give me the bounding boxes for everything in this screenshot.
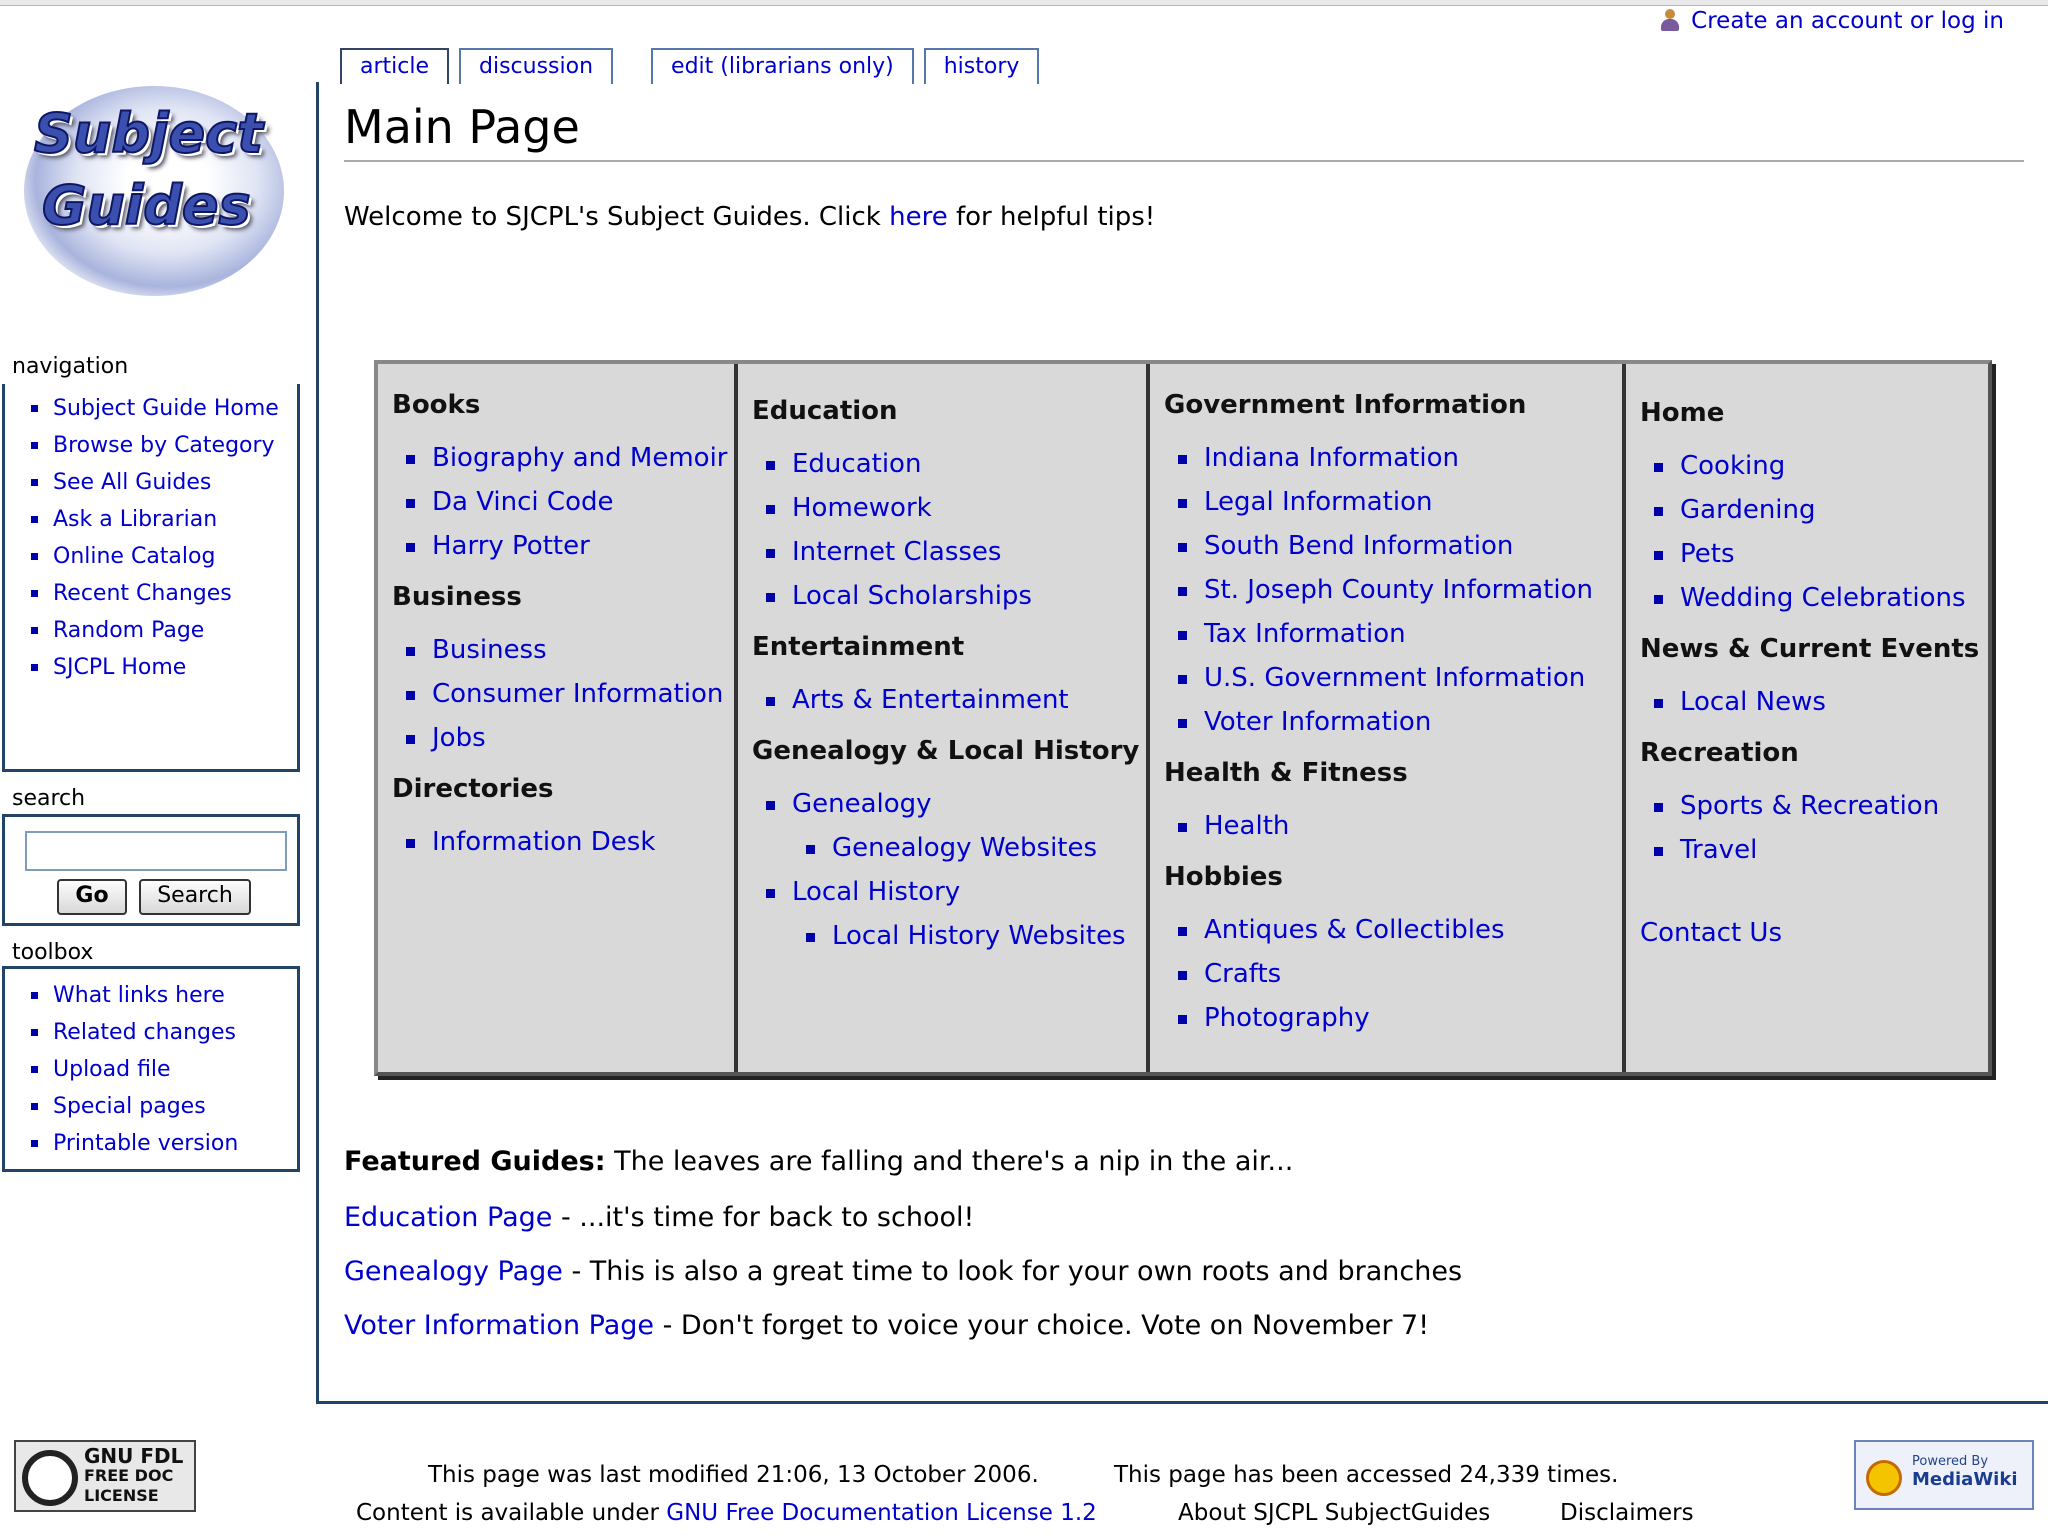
welcome-text — [344, 202, 1155, 232]
link-da-vinci-code[interactable]: Da Vinci Code — [404, 480, 734, 524]
create-account-link[interactable]: Create an account or log in — [1691, 8, 2004, 34]
toolbox-title: toolbox — [12, 940, 94, 965]
featured-line-2 — [344, 1256, 1462, 1287]
toolbox-related-changes[interactable]: Related changes — [27, 1014, 297, 1051]
link-local-history-websites[interactable]: Local History Websites — [804, 914, 1146, 958]
nav-item-random-page[interactable]: Random Page — [27, 612, 297, 649]
nav-item-browse-by-category[interactable]: Browse by Category — [27, 427, 297, 464]
navigation-title: navigation — [12, 354, 129, 379]
search-portlet — [2, 814, 300, 926]
toolbox-printable-version[interactable]: Printable version — [27, 1125, 297, 1162]
featured-line-2-text: - This is also a great time to look for your own roots and branches — [562, 1256, 1463, 1287]
link-tax-information[interactable]: Tax Information — [1176, 612, 1622, 656]
contact-us-link[interactable]: Contact Us — [1640, 918, 1782, 948]
disclaimers-link[interactable]: Disclaimers — [1560, 1500, 1694, 1526]
gnu-fdl-badge[interactable] — [14, 1440, 196, 1512]
voter-information-page-link[interactable]: Voter Information Page — [344, 1310, 655, 1341]
welcome-post: for helpful tips! — [947, 202, 1156, 232]
toolbox-upload-file[interactable]: Upload file — [27, 1051, 297, 1088]
link-health[interactable]: Health — [1176, 804, 1622, 848]
link-biography-and-memoir[interactable]: Biography and Memoir — [404, 436, 734, 480]
link-gardening[interactable]: Gardening — [1652, 488, 1988, 532]
search-input[interactable] — [25, 831, 287, 871]
featured-line-1 — [344, 1202, 974, 1233]
footer-access-count: This page has been accessed 24,339 times. — [1114, 1462, 1619, 1488]
featured-intro — [344, 1146, 1293, 1177]
mediawiki-badge-text: Powered By MediaWiki — [1912, 1454, 2018, 1490]
link-antiques-and-collectibles[interactable]: Antiques & Collectibles — [1176, 908, 1622, 952]
link-south-bend-information[interactable]: South Bend Information — [1176, 524, 1622, 568]
about-link[interactable]: About SJCPL SubjectGuides — [1178, 1500, 1491, 1526]
link-crafts[interactable]: Crafts — [1176, 952, 1622, 996]
heading-home: Home — [1640, 398, 1725, 428]
link-us-government-information[interactable]: U.S. Government Information — [1176, 656, 1622, 700]
gnu-badge-text: GNU FDL FREE DOC LICENSE — [84, 1444, 184, 1505]
link-st-joseph-county-information[interactable]: St. Joseph County Information — [1176, 568, 1622, 612]
category-column-2 — [738, 364, 1150, 1072]
link-arts-and-entertainment[interactable]: Arts & Entertainment — [764, 678, 1146, 722]
link-voter-information[interactable]: Voter Information — [1176, 700, 1622, 744]
link-photography[interactable]: Photography — [1176, 996, 1622, 1040]
category-column-1 — [378, 364, 738, 1072]
gnu-copyleft-icon — [22, 1450, 78, 1506]
link-genealogy-websites[interactable]: Genealogy Websites — [804, 826, 1146, 870]
heading-news: News & Current Events — [1640, 634, 1980, 664]
heading-government: Government Information — [1164, 390, 1527, 420]
nav-item-online-catalog[interactable]: Online Catalog — [27, 538, 297, 575]
featured-label: Featured Guides: — [344, 1146, 606, 1177]
link-genealogy[interactable]: Genealogy — [764, 782, 1146, 826]
nav-item-recent-changes[interactable]: Recent Changes — [27, 575, 297, 612]
heading-entertainment: Entertainment — [752, 632, 965, 662]
logo-word-2: Guides — [42, 174, 251, 237]
search-title: search — [12, 786, 86, 811]
gfdl-license-link[interactable]: GNU Free Documentation License 1.2 — [666, 1500, 1097, 1526]
category-column-3 — [1150, 364, 1626, 1072]
nav-item-ask-a-librarian[interactable]: Ask a Librarian — [27, 501, 297, 538]
tab-edit[interactable]: edit (librarians only) — [651, 48, 914, 84]
education-page-link[interactable]: Education Page — [344, 1202, 553, 1233]
footer-license-line — [356, 1500, 1097, 1526]
link-harry-potter[interactable]: Harry Potter — [404, 524, 734, 568]
go-button[interactable]: Go — [57, 879, 127, 915]
category-column-4 — [1626, 364, 1988, 1072]
toolbox-special-pages[interactable]: Special pages — [27, 1088, 297, 1125]
heading-genealogy: Genealogy & Local History — [752, 736, 1140, 766]
link-travel[interactable]: Travel — [1652, 828, 1988, 872]
heading-business: Business — [392, 582, 522, 612]
personal-tools — [1659, 8, 2004, 34]
heading-education: Education — [752, 396, 898, 426]
powered-by-mediawiki-badge[interactable] — [1854, 1440, 2034, 1510]
link-local-scholarships[interactable]: Local Scholarships — [764, 574, 1146, 618]
page-tabs — [340, 48, 1049, 84]
featured-line-1-text: - ...it's time for back to school! — [552, 1202, 975, 1233]
link-sports-and-recreation[interactable]: Sports & Recreation — [1652, 784, 1988, 828]
link-jobs[interactable]: Jobs — [404, 716, 734, 760]
navigation-portlet — [2, 384, 300, 772]
user-icon — [1659, 9, 1681, 33]
link-indiana-information[interactable]: Indiana Information — [1176, 436, 1622, 480]
footer-last-modified: This page was last modified 21:06, 13 October 2006. — [428, 1462, 1039, 1488]
footer-content-text: Content is available under — [356, 1500, 667, 1526]
link-cooking[interactable]: Cooking — [1652, 444, 1988, 488]
toolbox-what-links-here[interactable]: What links here — [27, 977, 297, 1014]
content-border — [316, 82, 319, 1404]
link-homework[interactable]: Homework — [764, 486, 1146, 530]
link-internet-classes[interactable]: Internet Classes — [764, 530, 1146, 574]
featured-line-3-text: - Don't forget to voice your choice. Vote on November 7! — [654, 1310, 1430, 1341]
tab-discussion[interactable]: discussion — [459, 48, 613, 84]
toolbox-portlet — [2, 966, 300, 1172]
site-logo[interactable] — [14, 66, 294, 306]
heading-directories: Directories — [392, 774, 554, 804]
browser-top-strip — [0, 0, 2048, 6]
search-button[interactable]: Search — [139, 879, 251, 915]
title-divider — [344, 160, 2024, 162]
tab-history[interactable]: history — [924, 48, 1040, 84]
heading-hobbies: Hobbies — [1164, 862, 1283, 892]
heading-recreation: Recreation — [1640, 738, 1799, 768]
link-wedding-celebrations[interactable]: Wedding Celebrations — [1652, 576, 1988, 620]
page-title: Main Page — [344, 100, 580, 154]
link-information-desk[interactable]: Information Desk — [404, 820, 734, 864]
content-border-bottom — [316, 1401, 2048, 1404]
heading-health: Health & Fitness — [1164, 758, 1408, 788]
featured-intro-text: The leaves are falling and there's a nip in the air... — [605, 1146, 1294, 1177]
link-pets[interactable]: Pets — [1652, 532, 1988, 576]
nav-item-subject-guide-home[interactable]: Subject Guide Home — [27, 390, 297, 427]
nav-item-sjcpl-home[interactable]: SJCPL Home — [27, 649, 297, 686]
link-education[interactable]: Education — [764, 442, 1146, 486]
link-consumer-information[interactable]: Consumer Information — [404, 672, 734, 716]
nav-item-see-all-guides[interactable]: See All Guides — [27, 464, 297, 501]
link-local-history[interactable]: Local History — [764, 870, 1146, 914]
category-table — [374, 360, 1992, 1076]
link-legal-information[interactable]: Legal Information — [1176, 480, 1622, 524]
logo-word-1: Subject — [34, 102, 263, 165]
heading-books: Books — [392, 390, 481, 420]
welcome-pre: Welcome to SJCPL's Subject Guides. Click — [344, 202, 890, 232]
link-local-news[interactable]: Local News — [1652, 680, 1988, 724]
tab-article[interactable]: article — [340, 48, 449, 84]
genealogy-page-link[interactable]: Genealogy Page — [344, 1256, 563, 1287]
link-business[interactable]: Business — [404, 628, 734, 672]
mediawiki-sunflower-icon — [1866, 1460, 1902, 1496]
featured-line-3 — [344, 1310, 1429, 1341]
helpful-tips-link[interactable]: here — [889, 202, 948, 232]
